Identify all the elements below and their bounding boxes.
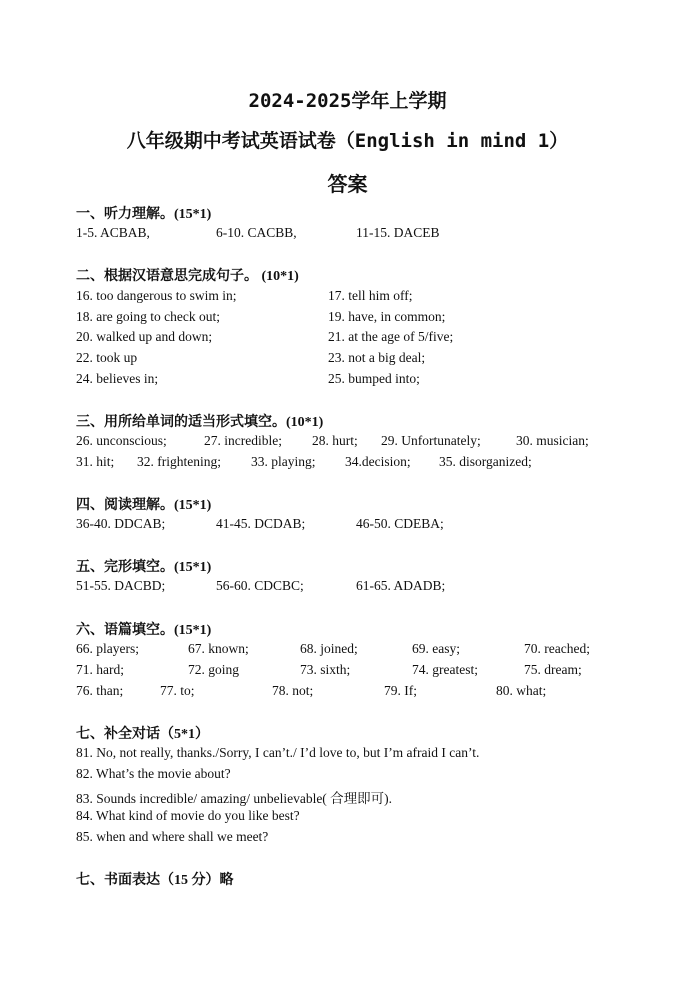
section-heading-listening: 一、听力理解。(15*1) — [76, 207, 212, 222]
answer-title: 答案 — [327, 174, 368, 196]
section-heading-dialogue: 七、补全对话（5*1） — [76, 727, 209, 742]
answer-line: 35. disorganized; — [439, 454, 532, 469]
section-heading-sentence-completion: 二、根据汉语意思完成句子。 (10*1) — [76, 269, 299, 284]
textbook-name: English in mind 1 — [354, 130, 550, 152]
section-heading-cloze: 五、完形填空。(15*1) — [76, 560, 212, 575]
section-heading-writing: 七、书面表达（15 分）略 — [76, 873, 234, 888]
answer-line: 22. took up — [76, 350, 138, 365]
answer-line: 76. than; — [76, 683, 124, 698]
answer-line: 33. playing; — [251, 454, 316, 469]
answer-line: 28. hurt; — [312, 433, 358, 448]
answer-line: 16. too dangerous to swim in; — [76, 288, 237, 303]
answer-line: 1-5. ACBAB, — [76, 225, 150, 240]
school-year-title — [0, 86, 695, 113]
answer-line: 23. not a big deal; — [328, 350, 426, 365]
school-year-suffix: 学年上学期 — [351, 91, 447, 112]
answer-line: 83. Sounds incredible/ amazing/ unbelievable( 合理即可). — [76, 791, 393, 806]
answer-line: 67. known; — [188, 641, 249, 656]
school-year: 2024-2025 — [248, 90, 352, 112]
answer-line: 11-15. DACEB — [356, 225, 440, 240]
answer-line: 36-40. DDCAB; — [76, 516, 166, 531]
answer-line: 78. not; — [272, 683, 314, 698]
answer-line: 34.decision; — [345, 454, 411, 469]
section-heading-reading: 四、阅读理解。(15*1) — [76, 498, 212, 513]
answer-line: 82. What’s the movie about? — [76, 766, 231, 781]
section-heading-passage-fill: 六、语篇填空。(15*1) — [76, 623, 212, 638]
exam-title — [0, 126, 695, 153]
answer-line: 81. No, not really, thanks./Sorry, I can’t./ I’d love to, but I’m afraid I can’t. — [76, 745, 480, 760]
answer-line: 20. walked up and down; — [76, 329, 213, 344]
answer-line: 80. what; — [496, 683, 547, 698]
section-heading-word-forms: 三、用所给单词的适当形式填空。(10*1) — [76, 415, 324, 430]
answer-line: 56-60. CDCBC; — [216, 578, 304, 593]
answer-line: 18. are going to check out; — [76, 309, 220, 324]
answer-line: 84. What kind of movie do you like best? — [76, 808, 300, 823]
answer-line: 29. Unfortunately; — [381, 433, 481, 448]
answer-line: 79. If; — [384, 683, 417, 698]
answer-line: 21. at the age of 5/five; — [328, 329, 454, 344]
answer-line: 19. have, in common; — [328, 309, 446, 324]
answer-line: 77. to; — [160, 683, 195, 698]
answer-line: 6-10. CACBB, — [216, 225, 297, 240]
answer-line: 70. reached; — [524, 641, 590, 656]
answer-line: 68. joined; — [300, 641, 358, 656]
answer-line: 51-55. DACBD; — [76, 578, 166, 593]
answer-line: 85. when and where shall we meet? — [76, 829, 269, 844]
answer-line: 69. easy; — [412, 641, 460, 656]
answer-line: 75. dream; — [524, 662, 582, 677]
answer-line: 25. bumped into; — [328, 371, 420, 386]
answer-line: 71. hard; — [76, 662, 124, 677]
answer-line: 46-50. CDEBA; — [356, 516, 444, 531]
answer-line: 17. tell him off; — [328, 288, 413, 303]
answer-line: 24. believes in; — [76, 371, 159, 386]
answer-line: 74. greatest; — [412, 662, 478, 677]
answer-line: 27. incredible; — [204, 433, 282, 448]
answer-line: 66. players; — [76, 641, 139, 656]
answer-line: 41-45. DCDAB; — [216, 516, 306, 531]
answer-line: 31. hit; — [76, 454, 115, 469]
answer-line: 72. going — [188, 662, 240, 677]
exam-title-prefix: 八年级期中考试英语试卷（ — [126, 131, 355, 152]
answer-line: 30. musician; — [516, 433, 589, 448]
exam-title-suffix: ） — [549, 131, 569, 152]
answer-line: 26. unconscious; — [76, 433, 167, 448]
answer-line: 73. sixth; — [300, 662, 351, 677]
answer-line: 61-65. ADADB; — [356, 578, 446, 593]
answer-line: 32. frightening; — [137, 454, 221, 469]
